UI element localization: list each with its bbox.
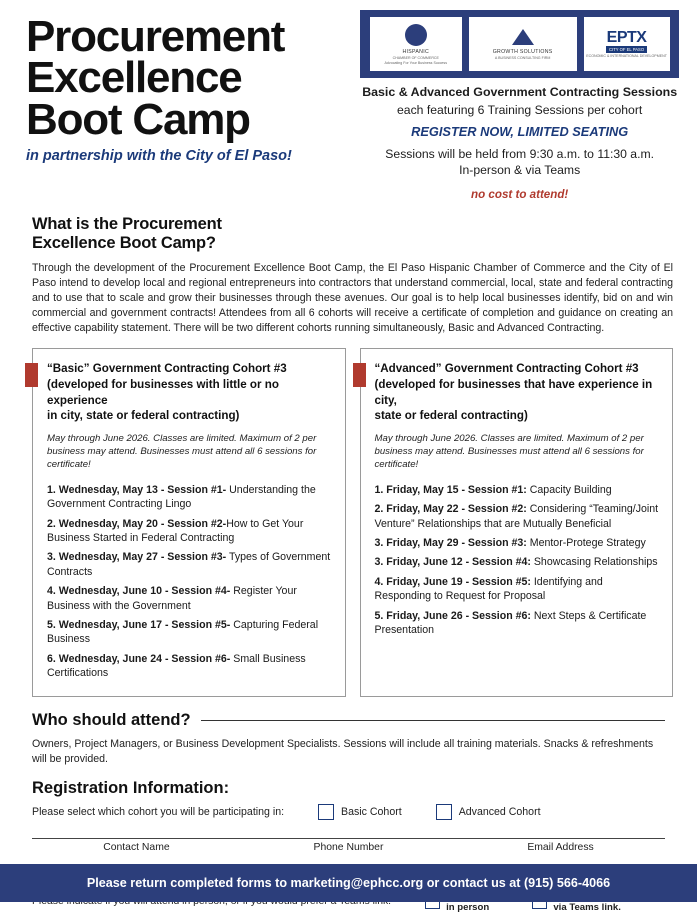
session-label: 5. Wednesday, June 17 - Session #5- [47, 618, 231, 631]
session-label: 3. Wednesday, May 27 - Session #3- [47, 551, 227, 564]
promo-session-time: Sessions will be held from 9:30 a.m. to 11:30 a.m. [385, 146, 655, 161]
session-item [47, 550, 333, 579]
session-item [375, 483, 661, 497]
session-label: 1. Wednesday, May 13 - Session #1- [47, 483, 227, 496]
basic-cohort-title-line-1: “Basic” Government Contracting Cohort #3 [47, 362, 287, 376]
session-label: 2. Wednesday, May 20 - Session #2- [47, 517, 227, 530]
session-label: 3. Friday, May 29 - Session #3: [374, 536, 527, 549]
session-item [375, 575, 661, 604]
session-item [375, 536, 661, 550]
session-label: 3. Friday, June 12 - Session #4: [374, 556, 531, 569]
cohort-select-row [32, 804, 665, 820]
session-topic: Mentor-Protege Strategy [526, 536, 646, 549]
who-heading-row [32, 711, 665, 730]
chamber-seal-icon [405, 24, 427, 46]
email-address-label: Email Address [527, 841, 594, 853]
red-tab-marker [353, 363, 366, 387]
contact-name-label: Contact Name [103, 841, 170, 853]
session-label: 2. Friday, May 22 - Session #2: [374, 503, 527, 516]
session-item [47, 618, 333, 647]
footer-contact-text: Please return completed forms to marketing@ephcc.org or contact us at (915) 566-4066 [86, 876, 611, 890]
session-topic: Types of Government Contracts [47, 551, 331, 578]
title-line-2: Excellence [26, 53, 242, 103]
page-title [26, 12, 354, 144]
basic-cohort-box [32, 348, 346, 696]
advanced-cohort-checkbox[interactable] [436, 804, 452, 820]
session-item [47, 652, 333, 681]
what-is-heading [32, 215, 679, 253]
logo-bar [360, 10, 679, 78]
session-topic: Showcasing Relationships [530, 556, 658, 569]
growth-arrow-icon [512, 29, 534, 45]
in-person-label-line-2: in person [446, 901, 490, 913]
advanced-cohort-title-line-2: (developed for businesses that have experience in city, [374, 377, 653, 407]
who-should-attend-body: Owners, Project Managers, or Business Development Specialists. Sessions will include all training materials. Snacks & refreshments will be provided. [32, 737, 654, 765]
title-block [18, 10, 354, 164]
session-label: 4. Friday, June 19 - Session #5: [374, 575, 531, 588]
title-line-3: Boot Camp [26, 94, 250, 144]
session-label: 5. Friday, June 26 - Session #6: [374, 609, 531, 622]
basic-cohort-title-line-2: (developed for businesses with little or no experience [47, 377, 279, 407]
promo-cost: no cost to attend! [471, 188, 569, 202]
growth-solutions-logo: GROWTH SOLUTIONS A BUSINESS CONSULTING FIRM [469, 17, 577, 71]
city-of-el-paso-logo: EPTX CITY OF EL PASO ECONOMIC & INTERNATIONAL DEVELOPMENT [584, 17, 670, 71]
teams-link-label-line-2: via Teams link. [553, 901, 621, 913]
basic-cohort-title-line-3: in city, state or federal contracting) [47, 409, 240, 423]
session-item [375, 609, 661, 638]
promo-subheadline: each featuring 6 Training Sessions per cohort [397, 102, 643, 117]
title-line-1: Procurement [26, 12, 285, 61]
title-subtitle: in partnership with the City of El Paso! [26, 148, 292, 165]
hispanic-chamber-of-commerce-logo: HISPANIC CHAMBER OF COMMERCE Advocating For Your Business Success [370, 17, 462, 71]
basic-cohort-checkbox-label: Basic Cohort [341, 805, 402, 818]
footer-bar [0, 864, 697, 902]
contact-row-captions [32, 842, 665, 853]
red-tab-marker [25, 363, 38, 387]
session-topic: How to Get Your Business Started in Federal Contracting [47, 517, 304, 544]
advanced-cohort-title-line-3: state or federal contracting) [374, 409, 528, 423]
session-label: 1. Friday, May 15 - Session #1: [374, 483, 527, 496]
header [18, 0, 679, 201]
advanced-cohort-note: May through June 2026. Classes are limited. Maximum of 2 per business may attend. Businesses must attend all 6 sessions for certificate! [374, 432, 644, 470]
cohort-select-label: Please select which cohort you will be participating in: [32, 805, 285, 818]
promo-session-format: In-person & via Teams [459, 163, 581, 178]
advanced-cohort-title [375, 361, 661, 424]
session-topic: Next Steps & Certificate Presentation [374, 609, 647, 636]
session-label: 4. Wednesday, June 10 - Session #4- [47, 585, 231, 598]
basic-cohort-session-list [47, 483, 333, 681]
cohorts-container [18, 348, 679, 696]
session-topic: Considering “Teaming/Joint Venture” Relationships that are Mutually Beneficial [374, 503, 659, 530]
session-label: 6. Wednesday, June 24 - Session #6- [47, 652, 231, 665]
heading-divider [201, 720, 665, 721]
what-is-section [18, 215, 679, 336]
who-should-attend-section [18, 711, 679, 767]
basic-cohort-title [47, 361, 333, 424]
contact-row-line[interactable] [32, 838, 665, 839]
session-item [47, 483, 333, 512]
promo-register-callout: REGISTER NOW, LIMITED SEATING [411, 123, 629, 139]
what-is-heading-line-2: Excellence Boot Camp? [32, 234, 216, 253]
advanced-cohort-box [360, 348, 674, 696]
session-topic: Capacity Building [526, 483, 612, 496]
registration-heading: Registration Information: [32, 778, 230, 797]
session-item [375, 555, 661, 569]
session-topic: Small Business Certifications [47, 652, 306, 680]
session-item [47, 517, 333, 546]
what-is-body: Through the development of the Procurement Excellence Boot Camp, the El Paso Hispanic Chamber of Commerce and the City of El Paso intend to develop local and regional entrepreneurs into contractors that understand commercial, local, state and federal contracting and to use that to scale and grow their businesses through these avenues. Our goal is to help local businesses identify, bid on and win commercial and government contracts! Attendees from all 6 cohorts will receive a certificate of completion and guidance on creating an effective capability statement. There will be two different cohorts running simultaneously, Basic and Advanced Contracting. [32, 262, 673, 335]
advanced-cohort-checkbox-label: Advanced Cohort [458, 805, 541, 818]
session-topic: Register Your Business with the Government [47, 585, 297, 612]
basic-cohort-checkbox[interactable] [318, 804, 334, 820]
advanced-cohort-title-line-1: “Advanced” Government Contracting Cohort #3 [374, 362, 639, 376]
basic-cohort-note: May through June 2026. Classes are limited. Maximum of 2 per business may attend. Businesses must attend all 6 sessions for certificate! [47, 432, 317, 470]
session-item [47, 584, 333, 613]
promo-text [360, 78, 679, 201]
what-is-heading-line-1: What is the Procurement [32, 215, 222, 234]
who-should-attend-heading: Who should attend? [32, 710, 191, 729]
session-topic: Identifying and Responding to Request for Proposal [374, 575, 603, 603]
promo-headline: Basic & Advanced Government Contracting Sessions [362, 85, 678, 99]
header-right [360, 10, 679, 201]
phone-number-label: Phone Number [313, 841, 384, 853]
session-topic: Capturing Federal Business [47, 618, 319, 646]
session-topic: Understanding the Government Contracting Lingo [47, 483, 316, 511]
advanced-cohort-session-list [375, 483, 661, 638]
session-item [375, 502, 661, 531]
